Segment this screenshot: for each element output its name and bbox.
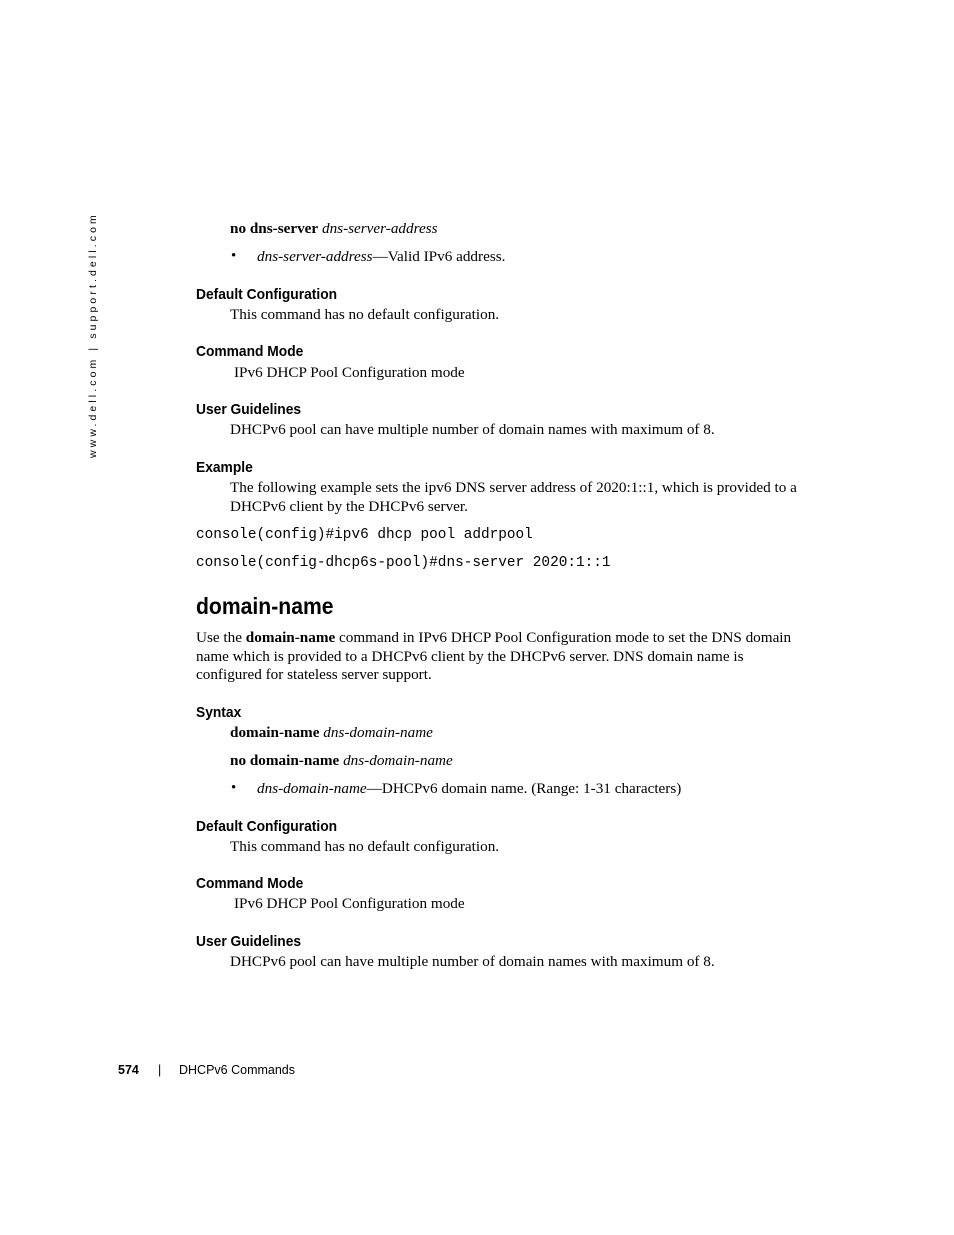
intro-prefix: Use the: [196, 629, 246, 646]
bullet-icon: •: [231, 248, 237, 264]
param-dns-domain-name: [257, 779, 681, 798]
param-dns-server-address: [257, 247, 505, 266]
command-mode-text-2: IPv6 DHCP Pool Configuration mode: [234, 895, 465, 912]
user-guidelines-text-2: DHCPv6 pool can have multiple number of domain names with maximum of 8.: [230, 953, 715, 970]
heading-default-configuration-2: Default Configuration: [196, 818, 338, 835]
param-separator: —: [366, 780, 382, 797]
param-name: dns-domain-name: [257, 780, 367, 797]
heading-default-configuration-1: Default Configuration: [196, 286, 338, 303]
intro-rest: command in IPv6 DHCP Pool Configuration mode to set the DNS domain: [335, 629, 792, 646]
syntax-argument: dns-domain-name: [323, 724, 433, 741]
syntax-no-dns-server: [230, 219, 438, 238]
example-text-line2: DHCPv6 client by the DHCPv6 server.: [230, 498, 468, 515]
syntax-no-domain-name: [230, 751, 453, 770]
syntax-no-argument: dns-domain-name: [343, 752, 453, 769]
param-separator: —: [372, 248, 388, 265]
code-example-line2: console(config-dhcp6s-pool)#dns-server 2020:1::1: [196, 555, 611, 571]
example-text-line1: The following example sets the ipv6 DNS server address of 2020:1::1, which is provided to a: [230, 479, 797, 496]
page-number: 574: [118, 1063, 139, 1077]
default-configuration-text-1: This command has no default configuration.: [230, 306, 500, 323]
heading-syntax: Syntax: [196, 704, 242, 721]
default-configuration-text-2: This command has no default configuration.: [230, 838, 500, 855]
footer-separator: |: [158, 1063, 162, 1077]
side-url: www.dell.com | support.dell.com: [87, 212, 99, 458]
heading-command-mode-1: Command Mode: [196, 343, 304, 360]
param-name: dns-server-address: [257, 248, 373, 265]
syntax-no-argument: dns-server-address: [321, 220, 438, 237]
intro-line3: configured for stateless server support.: [196, 666, 432, 683]
heading-command-mode-2: Command Mode: [196, 875, 304, 892]
heading-user-guidelines-2: User Guidelines: [196, 933, 302, 950]
intro-line1: [196, 628, 791, 647]
syntax-command: domain-name: [230, 724, 320, 741]
heading-example: Example: [196, 459, 253, 476]
section-title-domain-name: domain-name: [196, 593, 334, 619]
code-example-line1: console(config)#ipv6 dhcp pool addrpool: [196, 527, 533, 543]
param-description: Valid IPv6 address.: [387, 248, 506, 265]
bullet-icon: •: [231, 780, 237, 796]
syntax-no-command: no domain-name: [230, 752, 340, 769]
command-mode-text-1: IPv6 DHCP Pool Configuration mode: [234, 364, 465, 381]
heading-user-guidelines-1: User Guidelines: [196, 401, 302, 418]
syntax-no-command: no dns-server: [230, 220, 319, 237]
footer-chapter-title: DHCPv6 Commands: [179, 1063, 296, 1077]
intro-command: domain-name: [245, 629, 336, 646]
syntax-domain-name: [230, 723, 433, 742]
intro-line2: name which is provided to a DHCPv6 client by the DHCPv6 server. DNS domain name is: [196, 648, 744, 665]
user-guidelines-text-1: DHCPv6 pool can have multiple number of domain names with maximum of 8.: [230, 421, 715, 438]
param-description: DHCPv6 domain name. (Range: 1-31 characters): [381, 780, 682, 797]
